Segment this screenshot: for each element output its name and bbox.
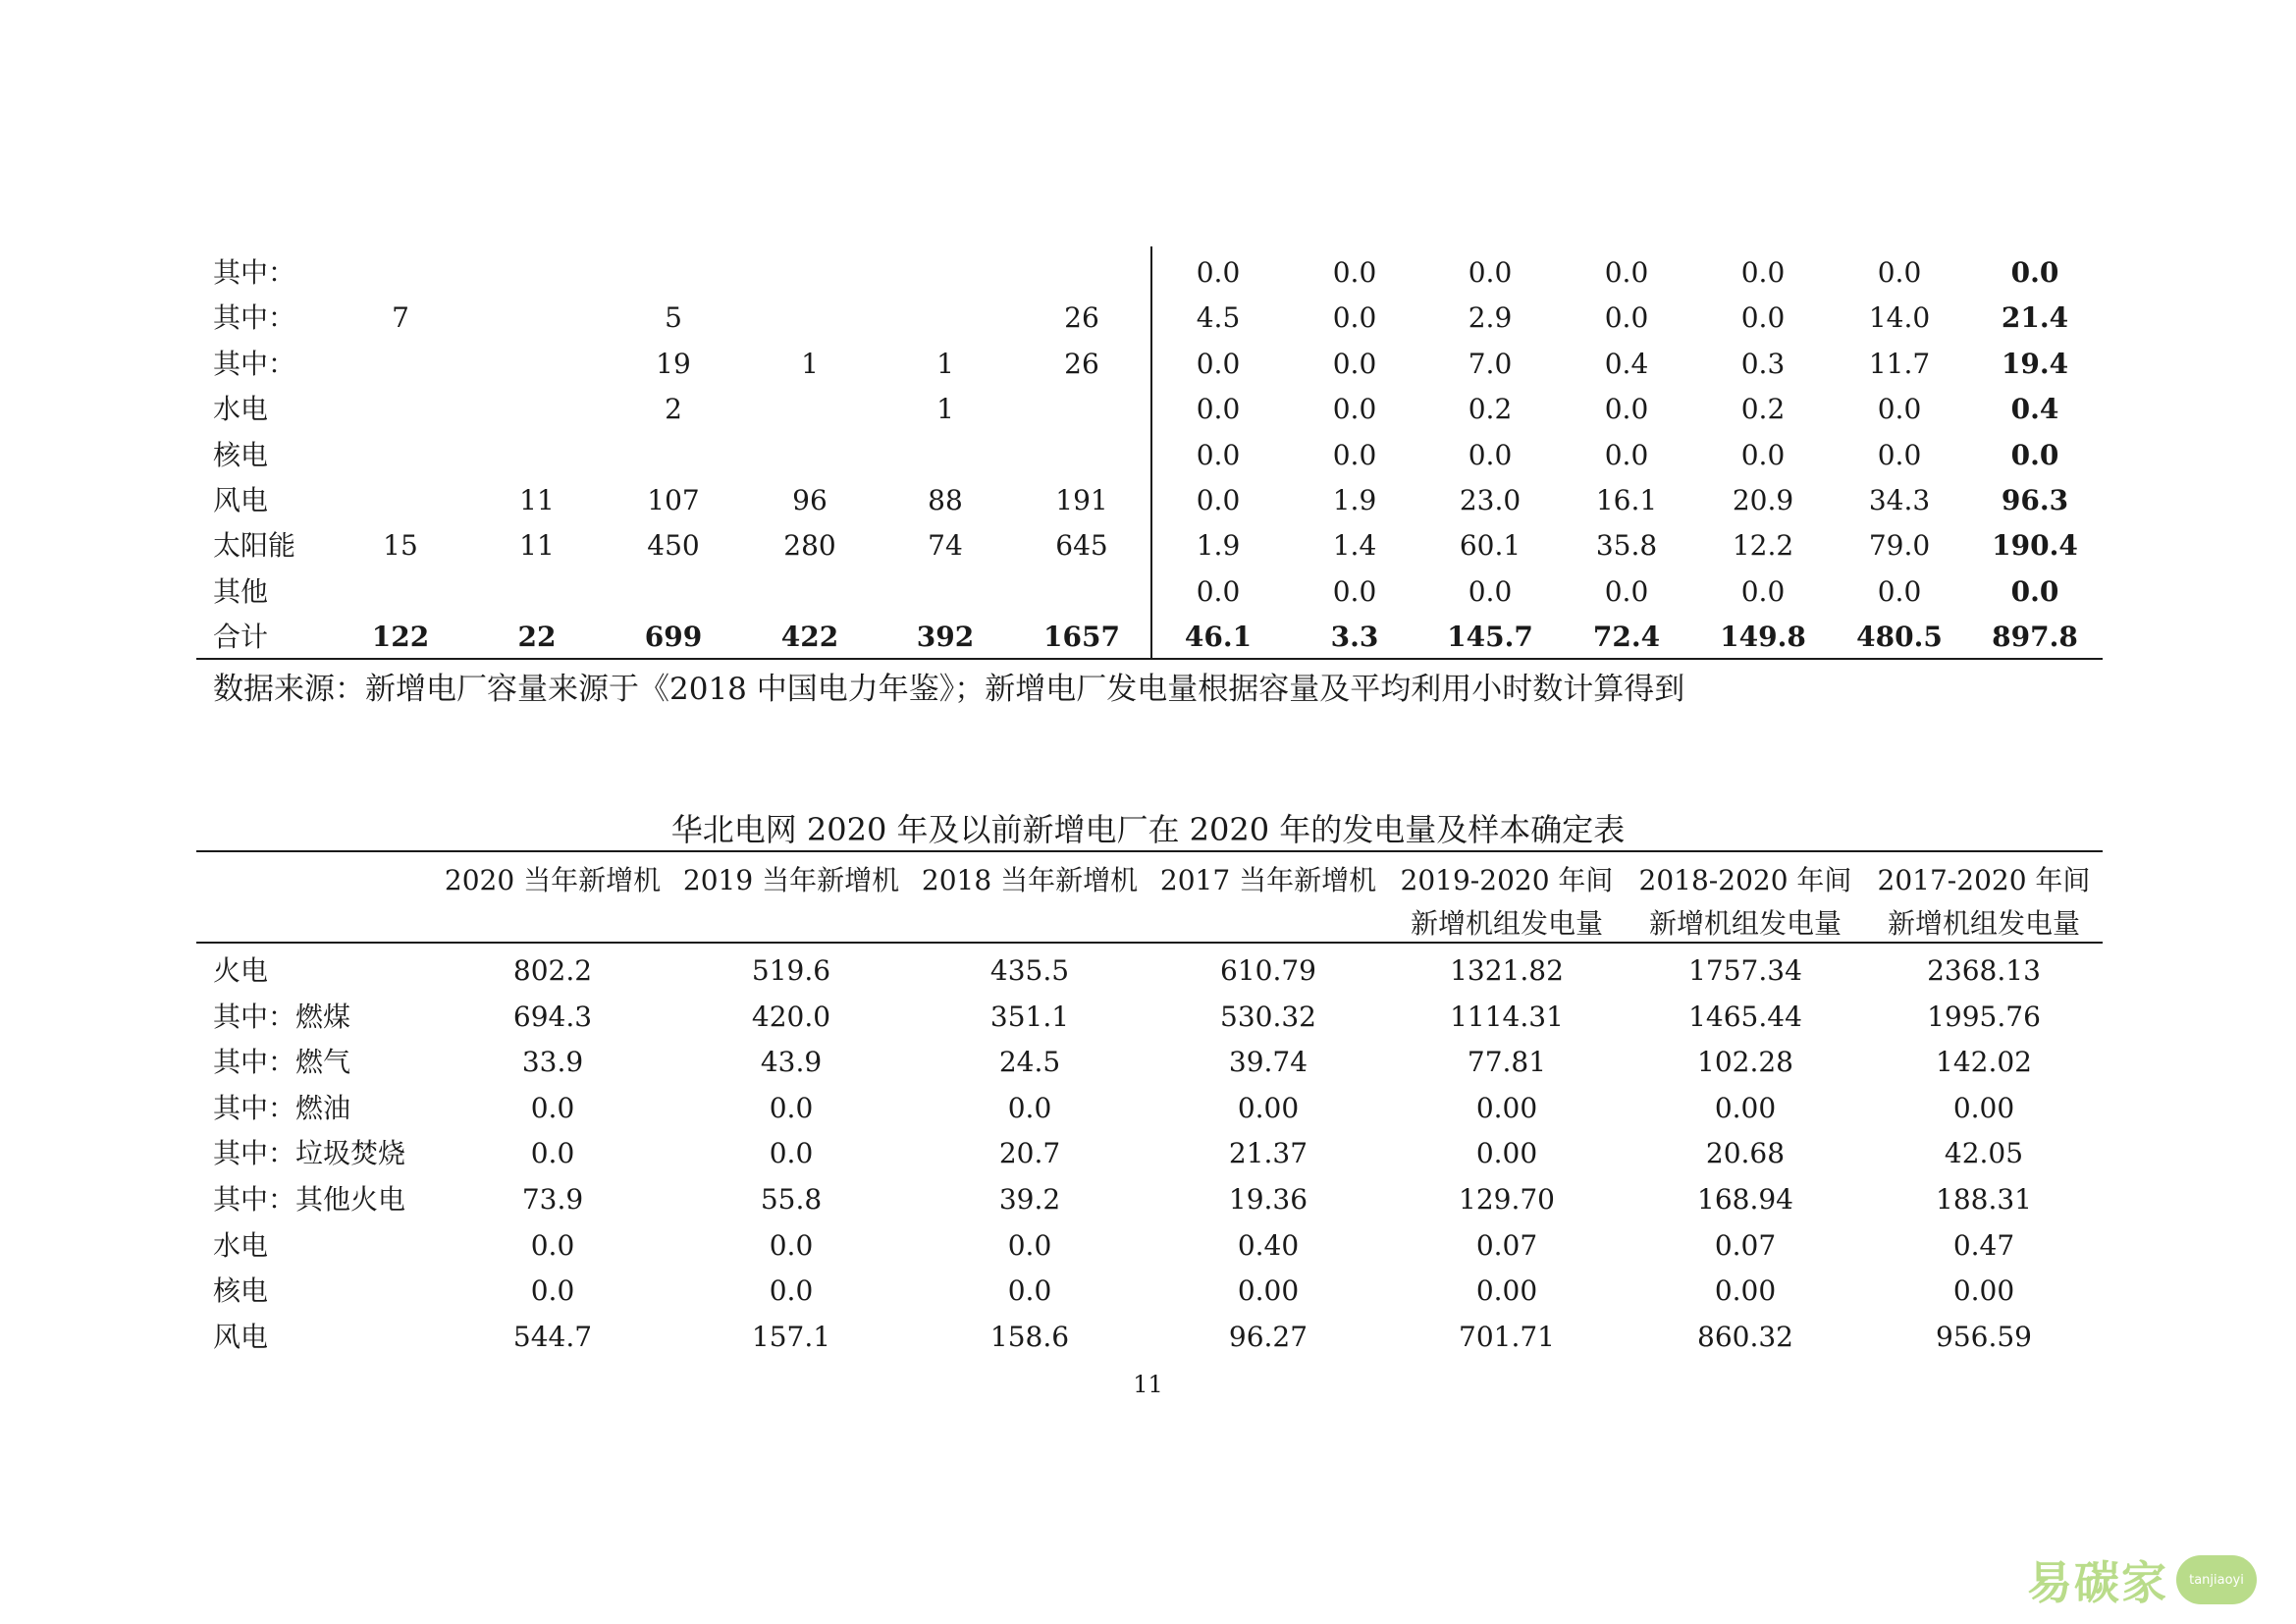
- value-cell: 129.70: [1459, 1183, 1555, 1216]
- table-row: [0, 1269, 2296, 1314]
- generation-cell: 60.1: [1459, 529, 1522, 563]
- table-1-bottom-rule: [196, 658, 2103, 660]
- row-label: 水电: [213, 393, 269, 426]
- generation-cell: 79.0: [1868, 529, 1931, 563]
- value-cell: 157.1: [751, 1320, 831, 1353]
- capacity-cell: 1: [936, 393, 954, 426]
- generation-cell: 4.5: [1196, 301, 1241, 335]
- value-cell: 530.32: [1220, 1000, 1316, 1033]
- value-cell: 519.6: [751, 954, 831, 987]
- generation-cell: 0.0: [1468, 574, 1513, 608]
- value-cell: 1995.76: [1927, 1000, 2041, 1033]
- capacity-cell: 191: [1055, 484, 1108, 516]
- generation-cell: 0.3: [1740, 347, 1786, 380]
- generation-cell: 14.0: [1868, 301, 1931, 335]
- generation-cell: 0.0: [1877, 438, 1922, 471]
- value-cell: 188.31: [1936, 1183, 2032, 1216]
- value-cell: 0.00: [1237, 1091, 1300, 1124]
- table-row: [0, 296, 2296, 341]
- value-cell: 0.0: [769, 1137, 814, 1170]
- generation-cell: 0.0: [1196, 484, 1241, 516]
- generation-cell: 23.0: [1459, 484, 1522, 516]
- capacity-cell: 699: [644, 621, 703, 654]
- capacity-cell: 26: [1064, 347, 1099, 380]
- generation-cell: 0.0: [1740, 301, 1786, 335]
- generation-cell: 46.1: [1184, 621, 1253, 654]
- table-row: [0, 569, 2296, 615]
- value-cell: 0.40: [1237, 1228, 1300, 1262]
- value-cell: 0.07: [1475, 1228, 1538, 1262]
- generation-cell: 2.9: [1468, 301, 1513, 335]
- value-cell: 20.7: [998, 1137, 1061, 1170]
- row-label: 风电: [213, 1320, 269, 1353]
- capacity-cell: 392: [916, 621, 975, 654]
- capacity-cell: 15: [383, 529, 418, 563]
- generation-cell: 0.0: [1877, 574, 1922, 608]
- table-row: [0, 1131, 2296, 1176]
- capacity-cell: 19: [656, 347, 691, 380]
- value-cell: 0.47: [1952, 1228, 2015, 1262]
- column-header: 2017-2020 年间: [1877, 864, 2091, 896]
- value-cell: 802.2: [512, 954, 593, 987]
- table-row: [0, 478, 2296, 523]
- row-label: 核电: [213, 1274, 269, 1308]
- value-cell: 0.00: [1714, 1091, 1777, 1124]
- value-cell: 0.0: [530, 1137, 575, 1170]
- generation-cell: 0.0: [1332, 301, 1377, 335]
- table-row: [0, 250, 2296, 296]
- column-header-line2: 新增机组发电量: [1887, 907, 2080, 940]
- generation-cell: 149.8: [1720, 621, 1806, 654]
- value-cell: 0.0: [769, 1228, 814, 1262]
- column-header: 2017 当年新增机: [1159, 864, 1377, 896]
- value-cell: 42.05: [1944, 1137, 2024, 1170]
- row-label: 其中：: [213, 256, 296, 289]
- generation-cell: 0.0: [1604, 256, 1649, 289]
- value-cell: 956.59: [1936, 1320, 2032, 1353]
- value-cell: 55.8: [760, 1183, 823, 1216]
- table-row: [0, 1086, 2296, 1131]
- value-cell: 39.2: [998, 1183, 1061, 1216]
- table-row: [0, 387, 2296, 432]
- generation-cell: 0.0: [1332, 256, 1377, 289]
- row-label: 合计: [213, 621, 269, 654]
- generation-cell: 0.0: [1604, 574, 1649, 608]
- capacity-cell: 2: [665, 393, 682, 426]
- generation-cell: 0.0: [1740, 574, 1786, 608]
- table-2-header-rule: [196, 942, 2103, 944]
- generation-cell: 0.0: [2010, 574, 2059, 608]
- capacity-cell: 7: [392, 301, 409, 335]
- row-label: 其中：垃圾焚烧: [213, 1137, 406, 1170]
- capacity-cell: 422: [780, 621, 839, 654]
- generation-cell: 0.2: [1740, 393, 1786, 426]
- generation-cell: 0.0: [1196, 438, 1241, 471]
- row-label: 其中：: [213, 347, 296, 380]
- source-note: 数据来源：新增电厂容量来源于《2018 中国电力年鉴》；新增电厂发电量根据容量及平均利用小时数计算得到: [213, 672, 1685, 707]
- value-cell: 77.81: [1467, 1046, 1547, 1079]
- generation-cell: 19.4: [2001, 347, 2069, 380]
- generation-cell: 35.8: [1595, 529, 1658, 563]
- generation-cell: 0.0: [1332, 574, 1377, 608]
- generation-cell: 16.1: [1595, 484, 1658, 516]
- row-label: 太阳能: [213, 529, 296, 563]
- column-header: 2018-2020 年间: [1638, 864, 1852, 896]
- capacity-cell: 1657: [1043, 621, 1120, 654]
- value-cell: 142.02: [1936, 1046, 2032, 1079]
- watermark-logo: [2027, 1547, 2257, 1612]
- generation-cell: 0.4: [2010, 393, 2059, 426]
- generation-cell: 7.0: [1468, 347, 1513, 380]
- value-cell: 1114.31: [1450, 1000, 1564, 1033]
- value-cell: 0.00: [1952, 1091, 2015, 1124]
- table-2-top-rule: [196, 850, 2103, 852]
- table-row: [0, 1315, 2296, 1360]
- generation-cell: 0.0: [1196, 256, 1241, 289]
- row-label: 其中：燃煤: [213, 1000, 351, 1033]
- generation-cell: 0.4: [1604, 347, 1649, 380]
- generation-cell: 897.8: [1992, 621, 2078, 654]
- row-label: 风电: [213, 484, 269, 516]
- generation-cell: 1.4: [1332, 529, 1377, 563]
- row-label: 火电: [213, 954, 269, 987]
- generation-cell: 0.0: [1332, 438, 1377, 471]
- value-cell: 0.0: [530, 1274, 575, 1308]
- value-cell: 24.5: [998, 1046, 1061, 1079]
- value-cell: 1465.44: [1688, 1000, 1802, 1033]
- capacity-cell: 645: [1055, 529, 1108, 563]
- capacity-cell: 96: [792, 484, 828, 516]
- value-cell: 610.79: [1220, 954, 1316, 987]
- value-cell: 1757.34: [1688, 954, 1802, 987]
- value-cell: 860.32: [1697, 1320, 1793, 1353]
- value-cell: 0.00: [1952, 1274, 2015, 1308]
- page-number: 11: [1133, 1371, 1163, 1398]
- value-cell: 0.0: [769, 1091, 814, 1124]
- generation-cell: 0.0: [1332, 393, 1377, 426]
- generation-cell: 1.9: [1332, 484, 1377, 516]
- generation-cell: 12.2: [1732, 529, 1794, 563]
- generation-cell: 72.4: [1592, 621, 1661, 654]
- value-cell: 168.94: [1697, 1183, 1793, 1216]
- value-cell: 0.0: [1007, 1091, 1052, 1124]
- row-label: 其中：: [213, 301, 296, 335]
- generation-cell: 0.0: [1196, 574, 1241, 608]
- value-cell: 102.28: [1697, 1046, 1793, 1079]
- value-cell: 19.36: [1228, 1183, 1308, 1216]
- value-cell: 701.71: [1459, 1320, 1555, 1353]
- generation-cell: 21.4: [2001, 301, 2069, 335]
- generation-cell: 34.3: [1868, 484, 1931, 516]
- generation-cell: 0.0: [1740, 256, 1786, 289]
- column-header: 2019 当年新增机: [682, 864, 900, 896]
- capacity-cell: 88: [928, 484, 963, 516]
- value-cell: 39.74: [1228, 1046, 1308, 1079]
- value-cell: 544.7: [512, 1320, 593, 1353]
- row-label: 其中：其他火电: [213, 1183, 406, 1216]
- column-header-line2: 新增机组发电量: [1648, 907, 1842, 940]
- capacity-cell: 11: [519, 529, 555, 563]
- generation-cell: 96.3: [2001, 484, 2069, 516]
- generation-cell: 0.0: [1877, 256, 1922, 289]
- value-cell: 0.0: [769, 1274, 814, 1308]
- value-cell: 33.9: [521, 1046, 584, 1079]
- generation-cell: 0.0: [1604, 301, 1649, 335]
- generation-cell: 20.9: [1732, 484, 1794, 516]
- value-cell: 0.0: [1007, 1228, 1052, 1262]
- value-cell: 0.00: [1475, 1137, 1538, 1170]
- generation-cell: 0.0: [2010, 256, 2059, 289]
- column-header: 2020 当年新增机: [444, 864, 662, 896]
- value-cell: 1321.82: [1450, 954, 1564, 987]
- column-header: 2018 当年新增机: [921, 864, 1139, 896]
- value-cell: 2368.13: [1927, 954, 2041, 987]
- generation-cell: 0.0: [1604, 393, 1649, 426]
- table-row: [0, 433, 2296, 478]
- value-cell: 21.37: [1228, 1137, 1308, 1170]
- table-row: [0, 615, 2296, 660]
- table-1-vertical-divider: [1150, 246, 1152, 660]
- generation-cell: 0.0: [1196, 393, 1241, 426]
- value-cell: 420.0: [751, 1000, 831, 1033]
- value-cell: 0.0: [1007, 1274, 1052, 1308]
- value-cell: 694.3: [512, 1000, 593, 1033]
- capacity-cell: 280: [783, 529, 836, 563]
- generation-cell: 3.3: [1330, 621, 1379, 654]
- watermark-badge: tanjiaoyi: [2176, 1555, 2257, 1604]
- capacity-cell: 11: [519, 484, 555, 516]
- value-cell: 158.6: [989, 1320, 1070, 1353]
- value-cell: 351.1: [989, 1000, 1070, 1033]
- column-header: 2019-2020 年间: [1400, 864, 1614, 896]
- capacity-cell: 1: [936, 347, 954, 380]
- capacity-cell: 450: [647, 529, 700, 563]
- value-cell: 0.00: [1714, 1274, 1777, 1308]
- row-label: 其中：燃油: [213, 1091, 351, 1124]
- generation-cell: 0.0: [1740, 438, 1786, 471]
- generation-cell: 0.0: [1877, 393, 1922, 426]
- generation-cell: 0.0: [1468, 438, 1513, 471]
- value-cell: 0.00: [1475, 1091, 1538, 1124]
- value-cell: 0.00: [1237, 1274, 1300, 1308]
- value-cell: 0.00: [1475, 1274, 1538, 1308]
- value-cell: 435.5: [989, 954, 1070, 987]
- generation-cell: 0.2: [1468, 393, 1513, 426]
- capacity-cell: 74: [928, 529, 963, 563]
- generation-cell: 0.0: [1196, 347, 1241, 380]
- value-cell: 0.07: [1714, 1228, 1777, 1262]
- generation-cell: 11.7: [1868, 347, 1931, 380]
- column-header-line2: 新增机组发电量: [1410, 907, 1603, 940]
- value-cell: 20.68: [1705, 1137, 1786, 1170]
- generation-cell: 190.4: [1992, 529, 2078, 563]
- row-label: 其中：燃气: [213, 1046, 351, 1079]
- generation-cell: 0.0: [2010, 438, 2059, 471]
- row-label: 水电: [213, 1228, 269, 1262]
- generation-cell: 0.0: [1468, 256, 1513, 289]
- row-label: 其他: [213, 574, 269, 608]
- table-row: [0, 342, 2296, 387]
- generation-cell: 145.7: [1447, 621, 1533, 654]
- generation-cell: 0.0: [1604, 438, 1649, 471]
- generation-cell: 1.9: [1196, 529, 1241, 563]
- table-row: [0, 948, 2296, 994]
- capacity-cell: 122: [371, 621, 430, 654]
- value-cell: 73.9: [521, 1183, 584, 1216]
- table-row: [0, 1177, 2296, 1222]
- value-cell: 96.27: [1228, 1320, 1308, 1353]
- value-cell: 0.0: [530, 1091, 575, 1124]
- capacity-cell: 22: [517, 621, 557, 654]
- table-row: [0, 523, 2296, 568]
- row-label: 核电: [213, 438, 269, 471]
- value-cell: 43.9: [760, 1046, 823, 1079]
- generation-cell: 0.0: [1332, 347, 1377, 380]
- table-row: [0, 1223, 2296, 1269]
- table-row: [0, 995, 2296, 1040]
- capacity-cell: 5: [665, 301, 682, 335]
- capacity-cell: 107: [647, 484, 700, 516]
- generation-cell: 480.5: [1856, 621, 1943, 654]
- table-2-title: 华北电网 2020 年及以前新增电厂在 2020 年的发电量及样本确定表: [670, 811, 1626, 848]
- capacity-cell: 26: [1064, 301, 1099, 335]
- watermark-text: 易碳家: [2027, 1556, 2168, 1609]
- capacity-cell: 1: [801, 347, 819, 380]
- value-cell: 0.0: [530, 1228, 575, 1262]
- table-row: [0, 1040, 2296, 1085]
